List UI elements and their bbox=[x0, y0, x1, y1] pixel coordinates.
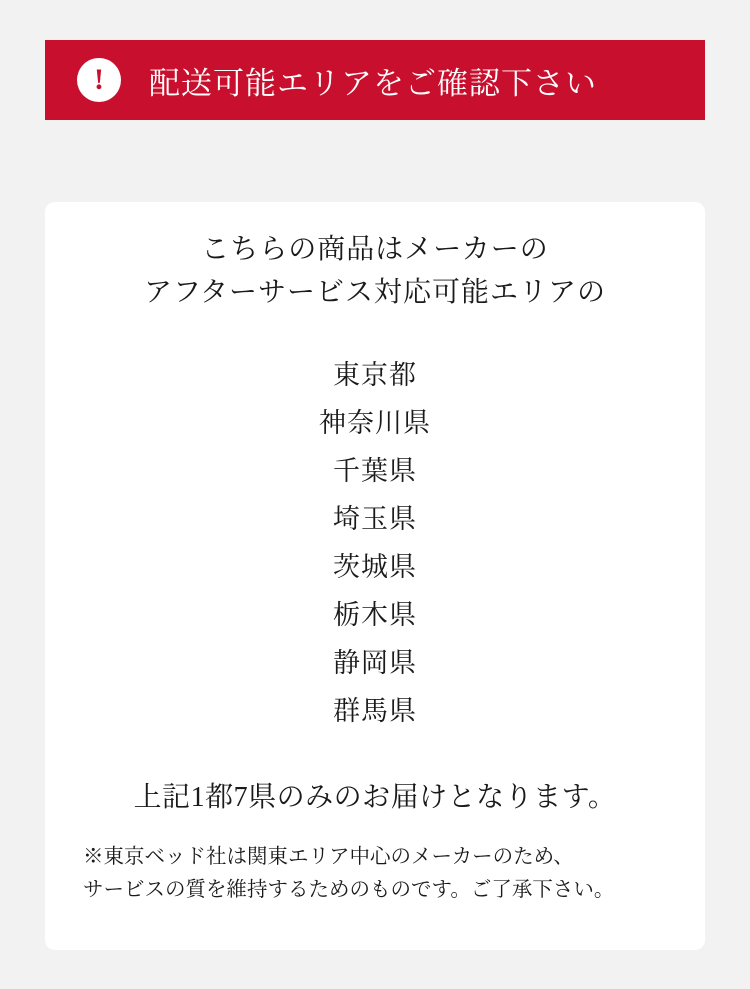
list-item: 群馬県 bbox=[333, 696, 417, 727]
exclamation-circle-icon: ! bbox=[77, 58, 121, 102]
lead-text bbox=[75, 228, 675, 315]
lead-line-2: アフターサービス対応可能エリアの bbox=[143, 277, 607, 309]
banner-title: 配送可能エリアをご確認下さい bbox=[149, 65, 597, 101]
list-item: 埼玉県 bbox=[333, 503, 417, 534]
list-item: 東京都 bbox=[333, 359, 417, 390]
note-line-2: サービスの質を維持するためのものです。ご了承下さい。 bbox=[83, 879, 615, 902]
list-item: 茨城県 bbox=[333, 551, 417, 582]
area-list bbox=[75, 351, 675, 735]
delivery-area-card bbox=[45, 202, 705, 950]
list-item: 栃木県 bbox=[333, 600, 417, 631]
list-item: 静岡県 bbox=[333, 648, 417, 679]
note-line-1: ※東京ベッド社は関東エリア中心のメーカーのため、 bbox=[83, 846, 574, 869]
list-item: 千葉県 bbox=[333, 455, 417, 486]
summary-text: 上記1都7県のみのお届けとなります。 bbox=[133, 782, 617, 814]
list-item: 神奈川県 bbox=[319, 407, 431, 438]
delivery-area-banner bbox=[45, 40, 705, 120]
note-text bbox=[75, 841, 675, 907]
lead-line-1: こちらの商品はメーカーの bbox=[201, 234, 549, 265]
